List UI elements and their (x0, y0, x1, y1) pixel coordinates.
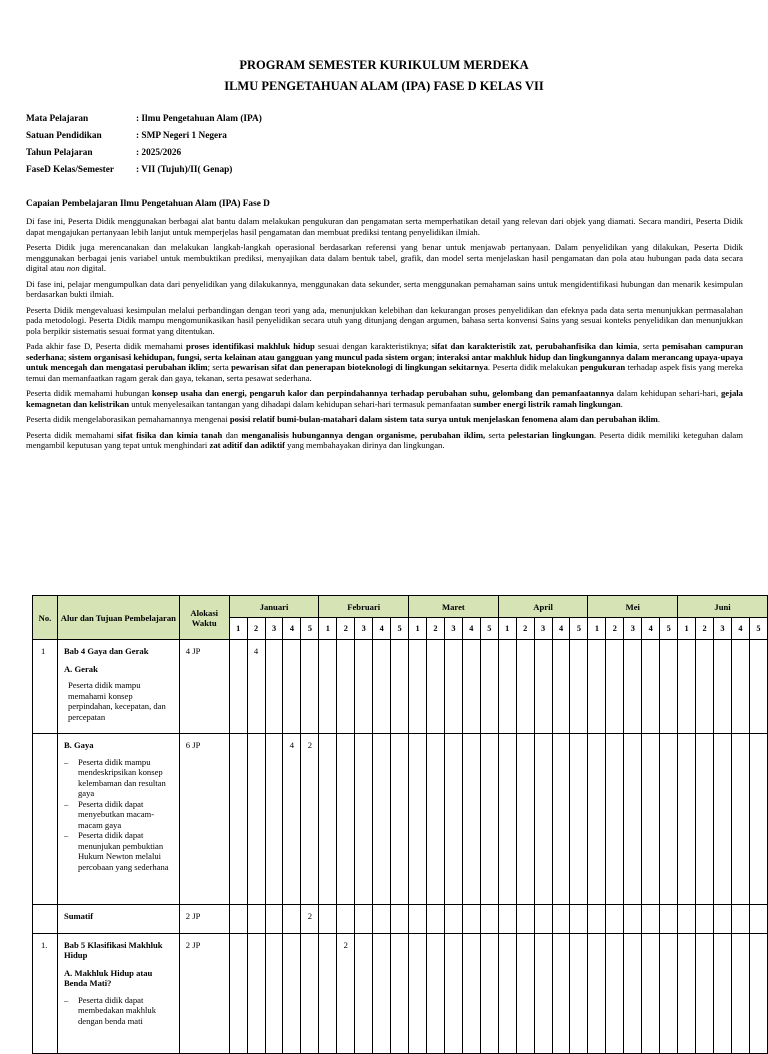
week-cell (444, 905, 462, 934)
week-cell (749, 933, 767, 1053)
week-cell (731, 905, 749, 934)
week-cell: 2 (301, 734, 319, 905)
info-value: : Ilmu Pengetahuan Alam (IPA) (136, 114, 262, 124)
table-row (33, 734, 768, 905)
alur-cell (57, 905, 179, 934)
week-cell (749, 905, 767, 934)
week-number: 1 (588, 618, 606, 640)
header-no: No. (33, 596, 58, 640)
tujuan-item: – Peserta didik dapat menyebutkan macam-macam gaya (64, 799, 173, 831)
alur-cell (57, 933, 179, 1053)
week-cell: 2 (301, 905, 319, 934)
week-cell (373, 734, 391, 905)
week-cell (660, 640, 678, 734)
row-number: 1. (33, 933, 58, 1053)
week-cell (678, 640, 696, 734)
week-cell (498, 640, 516, 734)
week-cell (570, 933, 588, 1053)
table-row (33, 933, 768, 1053)
week-cell (462, 933, 480, 1053)
week-cell (462, 734, 480, 905)
week-cell (731, 933, 749, 1053)
week-number: 3 (444, 618, 462, 640)
week-cell (301, 640, 319, 734)
week-cell (283, 905, 301, 934)
info-label: Satuan Pendidikan (26, 131, 102, 141)
week-cell (337, 905, 355, 934)
bab-title: Bab 5 Klasifikasi Makhluk Hidup (63, 939, 163, 960)
week-cell (713, 933, 731, 1053)
week-cell (516, 933, 534, 1053)
week-cell (516, 734, 534, 905)
week-cell (678, 933, 696, 1053)
week-cell (391, 905, 409, 934)
table-row (33, 905, 768, 934)
week-number: 4 (462, 618, 480, 640)
week-cell (731, 640, 749, 734)
info-label: Tahun Pelajaran (26, 148, 93, 158)
info-value: : 2025/2026 (136, 148, 182, 158)
week-cell (534, 734, 552, 905)
week-cell (749, 640, 767, 734)
alur-cell (57, 640, 179, 734)
week-cell (731, 734, 749, 905)
week-number: 1 (409, 618, 427, 640)
week-number: 3 (355, 618, 373, 640)
week-cell (355, 734, 373, 905)
week-cell (301, 933, 319, 1053)
week-cell (355, 905, 373, 934)
week-number: 4 (552, 618, 570, 640)
info-value: : SMP Negeri 1 Negera (136, 131, 227, 141)
week-cell (265, 933, 283, 1053)
week-cell (337, 734, 355, 905)
week-cell (498, 905, 516, 934)
week-cell: 2 (337, 933, 355, 1053)
week-cell (229, 640, 247, 734)
week-number: 5 (480, 618, 498, 640)
week-cell (391, 933, 409, 1053)
week-cell (265, 734, 283, 905)
week-cell (534, 640, 552, 734)
week-cell (570, 905, 588, 934)
week-cell (606, 734, 624, 905)
week-cell (319, 905, 337, 934)
week-number: 3 (713, 618, 731, 640)
week-cell (713, 905, 731, 934)
row-number: 1 (33, 640, 58, 734)
week-number: 3 (624, 618, 642, 640)
tujuan-list (64, 995, 173, 1027)
week-cell (516, 905, 534, 934)
week-number: 2 (247, 618, 265, 640)
document-title: PROGRAM SEMESTER KURIKULUM MERDEKA (239, 58, 529, 72)
week-cell (319, 933, 337, 1053)
month-april: April (498, 596, 588, 618)
week-cell: 4 (247, 640, 265, 734)
paragraph-2: Peserta Didik juga merencanakan dan melakukan langkah-langkah operasional berdasarkan referensi yang benar untuk menjawab pertanyaan. Dalam penyelidikan yang dilakukan, Peserta Didik menggunakan berbagai jenis variabel untuk membuktikan prediksi, menyajikan data dalam bentuk tabel, grafik, dan model serta menjelaskan hasil pengamatan dan pola atau hubungan pada data secara digital atau non digital. (26, 242, 743, 273)
subbab-title: A. Gerak (63, 663, 98, 674)
week-cell (660, 905, 678, 934)
week-cell (678, 905, 696, 934)
week-cell (426, 734, 444, 905)
week-cell (391, 640, 409, 734)
week-cell (660, 933, 678, 1053)
info-value: : VII (Tujuh)/II( Genap) (136, 165, 233, 175)
week-cell (229, 933, 247, 1053)
month-januari: Januari (229, 596, 319, 618)
week-cell (696, 640, 714, 734)
week-cell (642, 905, 660, 934)
week-number: 3 (534, 618, 552, 640)
week-cell (462, 905, 480, 934)
week-number: 1 (498, 618, 516, 640)
week-cell (624, 905, 642, 934)
info-row-tahun (26, 148, 262, 165)
week-cell (426, 905, 444, 934)
table-row (33, 640, 768, 734)
week-number: 4 (283, 618, 301, 640)
week-cell (588, 734, 606, 905)
week-number: 5 (570, 618, 588, 640)
week-cell (749, 734, 767, 905)
alokasi-cell: 6 JP (179, 734, 229, 905)
week-cell (498, 734, 516, 905)
week-number: 5 (391, 618, 409, 640)
week-cell (588, 933, 606, 1053)
week-cell (229, 734, 247, 905)
info-row-satuan (26, 131, 262, 148)
paragraph-7: Peserta didik mengelaborasikan pemahamannya mengenai posisi relatif bumi-bulan-matahari dalam sistem tata surya untuk menjelaskan fenomena alam dan perubahan iklim. (26, 414, 660, 424)
subbab-title: A. Makhluk Hidup atau Benda Mati? (63, 967, 153, 988)
week-number: 4 (642, 618, 660, 640)
week-cell (373, 640, 391, 734)
week-cell (570, 734, 588, 905)
bab-title: Sumatif (63, 911, 94, 921)
paragraph-1: Di fase ini, Peserta Didik menggunakan berbagai alat bantu dalam melakukan pengukuran dan pengamatan serta memperhatikan detail yang relevan dari objek yang diamati. Secara mandiri, Peserta Didik dapat mengajukan pertanyaan lebih lanjut untuk memperjelas hasil pengamatan dan membuat prediksi tentang penyelidikan ilmiah. (26, 216, 743, 237)
week-cell (516, 640, 534, 734)
week-cell (373, 905, 391, 934)
week-number: 2 (516, 618, 534, 640)
week-cell (319, 640, 337, 734)
week-cell (642, 933, 660, 1053)
week-cell (588, 640, 606, 734)
week-cell (534, 905, 552, 934)
week-cell (373, 933, 391, 1053)
tujuan-item: – Peserta didik mampu mendeskripsikan konsep kelembaman dan resultan gaya (64, 757, 173, 799)
week-cell (409, 933, 427, 1053)
week-cell (247, 905, 265, 934)
paragraph-8: Peserta didik memahami sifat fisika dan kimia tanah dan menganalisis hubungannya dengan organisme, perubahan iklim, serta pelestarian lingkungan. Peserta didik memiliki keteguhan dalam mengambil keputusan yang tepat untuk menghindari zat aditif dan adiktif yang membahayakan dirinya dan lingkungan. (26, 429, 743, 450)
week-cell (283, 933, 301, 1053)
week-cell (642, 734, 660, 905)
paragraph-6: Peserta didik memahami hubungan konsep usaha dan energi, pengaruh kalor dan perpindahannya terhadap perubahan suhu, gelombang dan pemanfaatannya dalam kehidupan sehari-hari, gejala kemagnetan dan kelistrikan untuk menyelesaikan tantangan yang dihadapi dalam kehidupan sehari-hari termasuk pemanfaatan sumber energi listrik ramah lingkungan. (26, 388, 743, 409)
week-number: 5 (749, 618, 767, 640)
info-label: FaseD Kelas/Semester (26, 165, 115, 175)
week-cell (229, 905, 247, 934)
week-cell (409, 905, 427, 934)
header-alokasi: Alokasi Waktu (179, 596, 229, 640)
tujuan-list (64, 757, 173, 873)
week-cell (391, 734, 409, 905)
paragraph-4: Peserta Didik mengevaluasi kesimpulan melalui perbandingan dengan teori yang ada, menunjukkan kelebihan dan kekurangan proses penyelidikan dan efeknya pada data serta menunjukkan permasalahan pada metodologi. Peserta Didik mampu mengomunikasikan hasil penyelidikan secara utuh yang ditunjang dengan argumen, bahasa serta konvensi Sains yang sesuai konteks penyelidikan dan menunjukkan pola berpikir sistematis sesuai format yang ditentukan. (26, 304, 743, 336)
week-cell (409, 640, 427, 734)
week-number: 5 (301, 618, 319, 640)
paragraph-3: Di fase ini, pelajar mengumpulkan data dari penyelidikan yang dilakukannya, menggunakan data sekunder, serta menggunakan pemahaman sains untuk mengidentifikasi hubungan dan menarik kesimpulan berdasarkan bukti ilmiah. (26, 278, 743, 299)
week-number: 1 (678, 618, 696, 640)
week-cell (534, 933, 552, 1053)
week-number: 1 (229, 618, 247, 640)
week-cell (319, 734, 337, 905)
header-alur: Alur dan Tujuan Pembelajaran (57, 596, 179, 640)
week-cell (480, 640, 498, 734)
week-number: 1 (319, 618, 337, 640)
info-row-fase (26, 165, 262, 182)
week-cell (696, 734, 714, 905)
week-number: 4 (731, 618, 749, 640)
week-cell (426, 933, 444, 1053)
alokasi-cell: 2 JP (179, 933, 229, 1053)
week-cell (355, 933, 373, 1053)
week-cell (247, 933, 265, 1053)
week-cell (444, 933, 462, 1053)
week-cell: 4 (283, 734, 301, 905)
month-juni: Juni (678, 596, 768, 618)
week-number: 2 (606, 618, 624, 640)
week-cell (713, 640, 731, 734)
week-cell (588, 905, 606, 934)
paragraph-5: Pada akhir fase D, Peserta didik memahami proses identifikasi makhluk hidup sesuai dengan karakteristiknya; sifat dan karakteristik zat, perubahanfisika dan kimia, serta pemisahan campuran sederhana; sistem organisasi kehidupan, fungsi, serta kelainan atau gangguan yang muncul pada sistem organ; interaksi antar makhluk hidup dan lingkungannya dalam merancang upaya-upaya untuk mencegah dan mengatasi perubahan iklim; serta pewarisan sifat dan penerapan bioteknologi di lingkungan sekitarnya. Peserta didik melakukan pengukuran terhadap aspek fisis yang mereka temui dan memanfaatkan ragam gerak dan gaya, tekanan, serta pesawat sederhana. (26, 341, 743, 383)
week-cell (480, 933, 498, 1053)
week-cell (283, 640, 301, 734)
bab-title: Bab 4 Gaya dan Gerak (63, 646, 149, 656)
week-cell (624, 933, 642, 1053)
capaian-title: Capaian Pembelajaran Ilmu Pengetahuan Alam (IPA) Fase D (26, 199, 270, 209)
week-cell (713, 734, 731, 905)
week-cell (480, 905, 498, 934)
week-cell (462, 640, 480, 734)
week-cell (552, 905, 570, 934)
week-cell (247, 734, 265, 905)
week-cell (570, 640, 588, 734)
program-semester-table (32, 595, 768, 1054)
tujuan-item: – Peserta didik dapat membedakan makhluk dengan benda mati (64, 995, 173, 1027)
alur-cell (57, 734, 179, 905)
week-cell (678, 734, 696, 905)
month-februari: Februari (319, 596, 409, 618)
week-cell (409, 734, 427, 905)
tujuan-text: Peserta didik mampu memahami konsep perpindahan, kecepatan, dan percepatan (67, 680, 166, 722)
week-cell (624, 640, 642, 734)
week-number: 4 (373, 618, 391, 640)
capaian-body (26, 216, 743, 456)
week-cell (552, 933, 570, 1053)
week-cell (444, 734, 462, 905)
week-number: 2 (696, 618, 714, 640)
table-body (33, 640, 768, 1054)
info-label: Mata Pelajaran (26, 114, 89, 124)
week-cell (480, 734, 498, 905)
week-cell (265, 905, 283, 934)
week-cell (552, 640, 570, 734)
week-cell (337, 640, 355, 734)
week-number: 5 (660, 618, 678, 640)
document-subtitle: ILMU PENGETAHUAN ALAM (IPA) FASE D KELAS VII (224, 79, 544, 93)
week-cell (606, 933, 624, 1053)
week-cell (426, 640, 444, 734)
week-cell (552, 734, 570, 905)
week-cell (660, 734, 678, 905)
week-cell (498, 933, 516, 1053)
alokasi-cell: 2 JP (179, 905, 229, 934)
info-row-mapel (26, 114, 262, 131)
month-mei: Mei (588, 596, 678, 618)
week-cell (606, 640, 624, 734)
month-maret: Maret (409, 596, 499, 618)
week-cell (444, 640, 462, 734)
week-number: 2 (337, 618, 355, 640)
week-cell (696, 905, 714, 934)
week-cell (696, 933, 714, 1053)
week-number: 2 (426, 618, 444, 640)
alokasi-cell: 4 JP (179, 640, 229, 734)
week-cell (642, 640, 660, 734)
week-cell (606, 905, 624, 934)
week-number: 3 (265, 618, 283, 640)
info-block (26, 114, 262, 182)
row-number (33, 734, 58, 905)
week-cell (265, 640, 283, 734)
week-cell (624, 734, 642, 905)
week-cell (355, 640, 373, 734)
row-number (33, 905, 58, 934)
subbab-title: B. Gaya (63, 740, 94, 750)
tujuan-item: – Peserta didik dapat menunjukan pembuktian Hukum Newton melalui percobaan yang sederhana (64, 830, 173, 872)
